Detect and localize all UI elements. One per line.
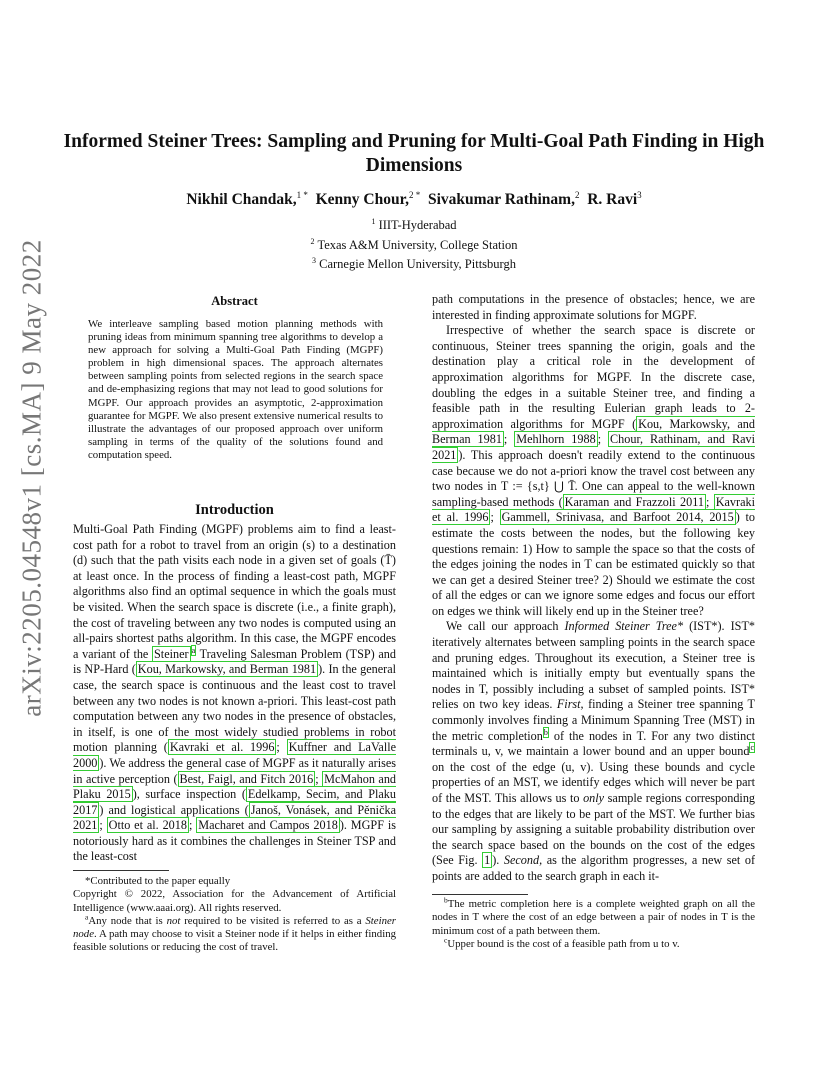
citation-link[interactable]: Steiner [154, 646, 189, 661]
affiliation [60, 234, 768, 254]
footnotes-left [73, 875, 396, 955]
affiliation-text: Carnegie Mellon University, Pittsburgh [319, 257, 516, 272]
footnote: $^a$Any node that is not required to be visited is referred to as a Steiner node. A path may choose to visit a Steiner node if it helps in either finding feasible solutions or reducing the cost of travel. [73, 912, 396, 954]
paper-title: Informed Steiner Trees: Sampling and Pruning for Multi-Goal Path Finding in High Dimensions [63, 131, 765, 176]
figure-ref-link[interactable]: 1 [484, 853, 491, 868]
footnote-ref-link[interactable]: a [191, 645, 196, 655]
body-paragraph: Irrespective of whether the search space is discrete or continuous, Steiner trees spanning the origin, goals and the destination play a critical role in the development of approximation algorithms for MGPF. In the discrete case, doubling the edges in a suitable Steiner tree, and finding a feasible path in the resulting Eulerian graph leads to 2-approximation algorithms for MGPF ( Kou, Markowsky, and Berman 1981 ; Mehlhorn 1988 ; Chour, Rathinam, and Ravi 2021 ). This approach doesn't readily extend to the continuous case because we do not a-priori know the travel cost between any two nodes in T := {s,t} ⋃ T̄. One can appeal to the well-known sampling-based methods ( Karaman and Frazzoli 2011 ; Kavraki et al. 1996 ; Gammell, Srinivasa, and Barfoot 2014, 2015 ) to estimate the costs between the nodes, but the following key questions remain: 1) How to sample the space so that the costs of the edges joining the nodes in T can be estimated quickly so that we can get a desired Steiner tree? 2) Should we estimate the cost of all the edges or can we ignore some edges and focus our effort on edges we think will likely end up in the Steiner tree? [432, 323, 755, 618]
body-paragraph: We call our approach Informed Steiner Tree* (IST*). IST* iteratively alternates between sampling points in the search space and pruning edges. Throughout its execution, a Steiner tree is maintained which is initially empty but eventually spans the nodes in T, possibly including a subset of sampled points. IST* relies on two key ideas. First, finding a Steiner tree spanning T commonly involves finding a Minimum Spanning Tree (MST) in the metric completion$^b$ of the nodes in T. For any two distinct terminals u, v, we maintain a lower bound and an upper bound$^c$ on the cost of the edge (u, v). Using these bounds and cycle properties of an MST, we identify edges which will never be part of the MST. This allows us to only sample regions corresponding to the edges that are likely to be part of the MST. We further bias our sampling by assigning a suitable probability distribution over the search space based on the bounds on the cost of the edges (See Fig. 1 ). Second, as the algorithm progresses, a new set of points are added to the search graph in each it- [432, 619, 755, 883]
citation-link[interactable]: Edelkamp, Secim, and Plaku 2017 [73, 787, 396, 817]
footnote: $^b$The metric completion here is a complete weighted graph on all the nodes in T where the cost of an edge between a pair of nodes in T is the minimum cost of a path between them. [432, 895, 755, 937]
author-name: R. Ravi [587, 191, 638, 209]
citation-link[interactable]: Gammell, Srinivasa, and Barfoot 2014, 2015 [501, 510, 734, 525]
author-mark: 1 * [296, 190, 308, 200]
citation-link[interactable]: Macharet and Campos 2018 [198, 818, 338, 833]
author-mark: 2 * [408, 190, 421, 200]
affiliation-text: IIIT-Hyderabad [378, 218, 457, 233]
affiliation-list [60, 214, 768, 273]
copyright-notice: Copyright © 2022, Association for the Advancement of Artificial Intelligence (www.aaai.org). All rights reserved. [73, 888, 396, 914]
citation-link[interactable]: McMahon and Plaku 2015 [73, 771, 396, 802]
affiliation-mark: 1 [371, 217, 376, 226]
author-mark: 2 [574, 190, 580, 200]
footnote-rule [73, 870, 169, 871]
affiliation [60, 253, 768, 273]
citation-link[interactable]: Kou, Markowsky, and Berman 1981 [137, 662, 317, 677]
left-column-body [73, 522, 396, 868]
author-name: Kenny Chour, [315, 191, 409, 209]
body-paragraph: path computations in the presence of obstacles; hence, we are interested in finding approximate solutions for MGPF. [432, 292, 755, 322]
citation-link[interactable]: Kou, Markowsky, and Berman 1981 [432, 416, 755, 447]
affiliation-mark: 2 [310, 236, 315, 246]
citation-link[interactable]: Janoš, Vonásek, and Pěnička 2021 [73, 802, 396, 833]
citation-link[interactable]: Kavraki et al. 1996 [432, 494, 755, 525]
citation-link[interactable]: Kavraki et al. 1996 [169, 740, 275, 755]
abstract-body: We interleave sampling based motion planning methods with pruning ideas from minimum spanning tree algorithms to develop a new approach for solving a Multi-Goal Path Finding (MGPF) problem in high dimensional spaces. The approach alternates between sampling points from selected regions in the search space and de-emphasizing regions that may not lead to good solutions for MGPF. Our approach provides an asymptotic, 2-approximation guarantee for MGPF. We also present extensive numerical results to illustrate the advantages of our proposed approach over uniform sampling in terms of the quality of the solutions found and computation speed. [88, 318, 383, 461]
author-list [60, 190, 768, 209]
introduction-heading: Introduction [195, 502, 274, 518]
author-name: Nikhil Chandak, [186, 191, 297, 209]
abstract-heading: Abstract [211, 294, 258, 308]
footnote: $^c$Upper bound is the cost of a feasible path from u to v. [444, 935, 680, 950]
arxiv-stamp [0, 0, 62, 1072]
footnote: *Contributed to the paper equally [85, 875, 231, 887]
citation-link[interactable]: Chour, Rathinam, and Ravi 2021 [432, 432, 755, 462]
intro-paragraph: Multi-Goal Path Finding (MGPF) problems aim to find a least-cost path for a robot to travel from an origin (s) to a destination (d) such that the path visits each node in a given set of goals (T̄) at least once. In the process of finding a least-cost path, MGPF algorithms also find an optimal sequence in which the goals must be visited. When the search space is discrete (i.e., a finite graph), the cost of traveling between any two nodes is computed using an all-pairs shortest paths algorithm. In this case, the MGPF encodes a variant of the Steiner $^a$ Traveling Salesman Problem (TSP) and is NP-Hard ( Kou, Markowsky, and Berman 1981 ). In the general case, the search space is continuous and the least cost to travel between any two nodes is not known a-priori. This least-cost path computation between any two nodes in the presence of obstacles, in itself, is one of the most widely studied problems in robot motion planning ( Kavraki et al. 1996 ; Kuffner and LaValle 2000 ). We address the general case of MGPF as it naturally arises in active perception ( Best, Faigl, and Fitch 2016 ; McMahon and Plaku 2015 ), surface inspection ( Edelkamp, Secim, and Plaku 2017 ) and logistical applications ( Janoš, Vonásek, and Pěnička 2021 ; Otto et al. 2018 ; Macharet and Campos 2018 ). MGPF is notoriously hard as it combines the challenges in Steiner TSP and the least-cost [73, 522, 396, 864]
citation-link[interactable]: Otto et al. 2018 [108, 818, 187, 833]
right-column-body [432, 292, 755, 892]
arxiv-stamp-text: arXiv:2205.04548v1 [cs.MA] 9 May 2022 [16, 239, 47, 717]
citation-link[interactable]: Kuffner and LaValle 2000 [73, 740, 396, 770]
affiliation-mark: 3 [312, 256, 316, 266]
citation-link[interactable]: Mehlhorn 1988 [516, 432, 596, 447]
footnote-ref-link[interactable]: c [750, 743, 754, 753]
author-name: Sivakumar Rathinam, [427, 191, 575, 209]
author-mark: 3 [637, 190, 642, 200]
affiliation-text: Texas A&M University, College Station [317, 237, 518, 252]
citation-link[interactable]: Best, Faigl, and Fitch 2016 [179, 771, 314, 786]
footnotes-right [432, 895, 755, 951]
citation-link[interactable]: Karaman and Frazzoli 2011 [564, 494, 704, 509]
footnote-ref-link[interactable]: b [543, 727, 548, 737]
affiliation [60, 214, 768, 234]
